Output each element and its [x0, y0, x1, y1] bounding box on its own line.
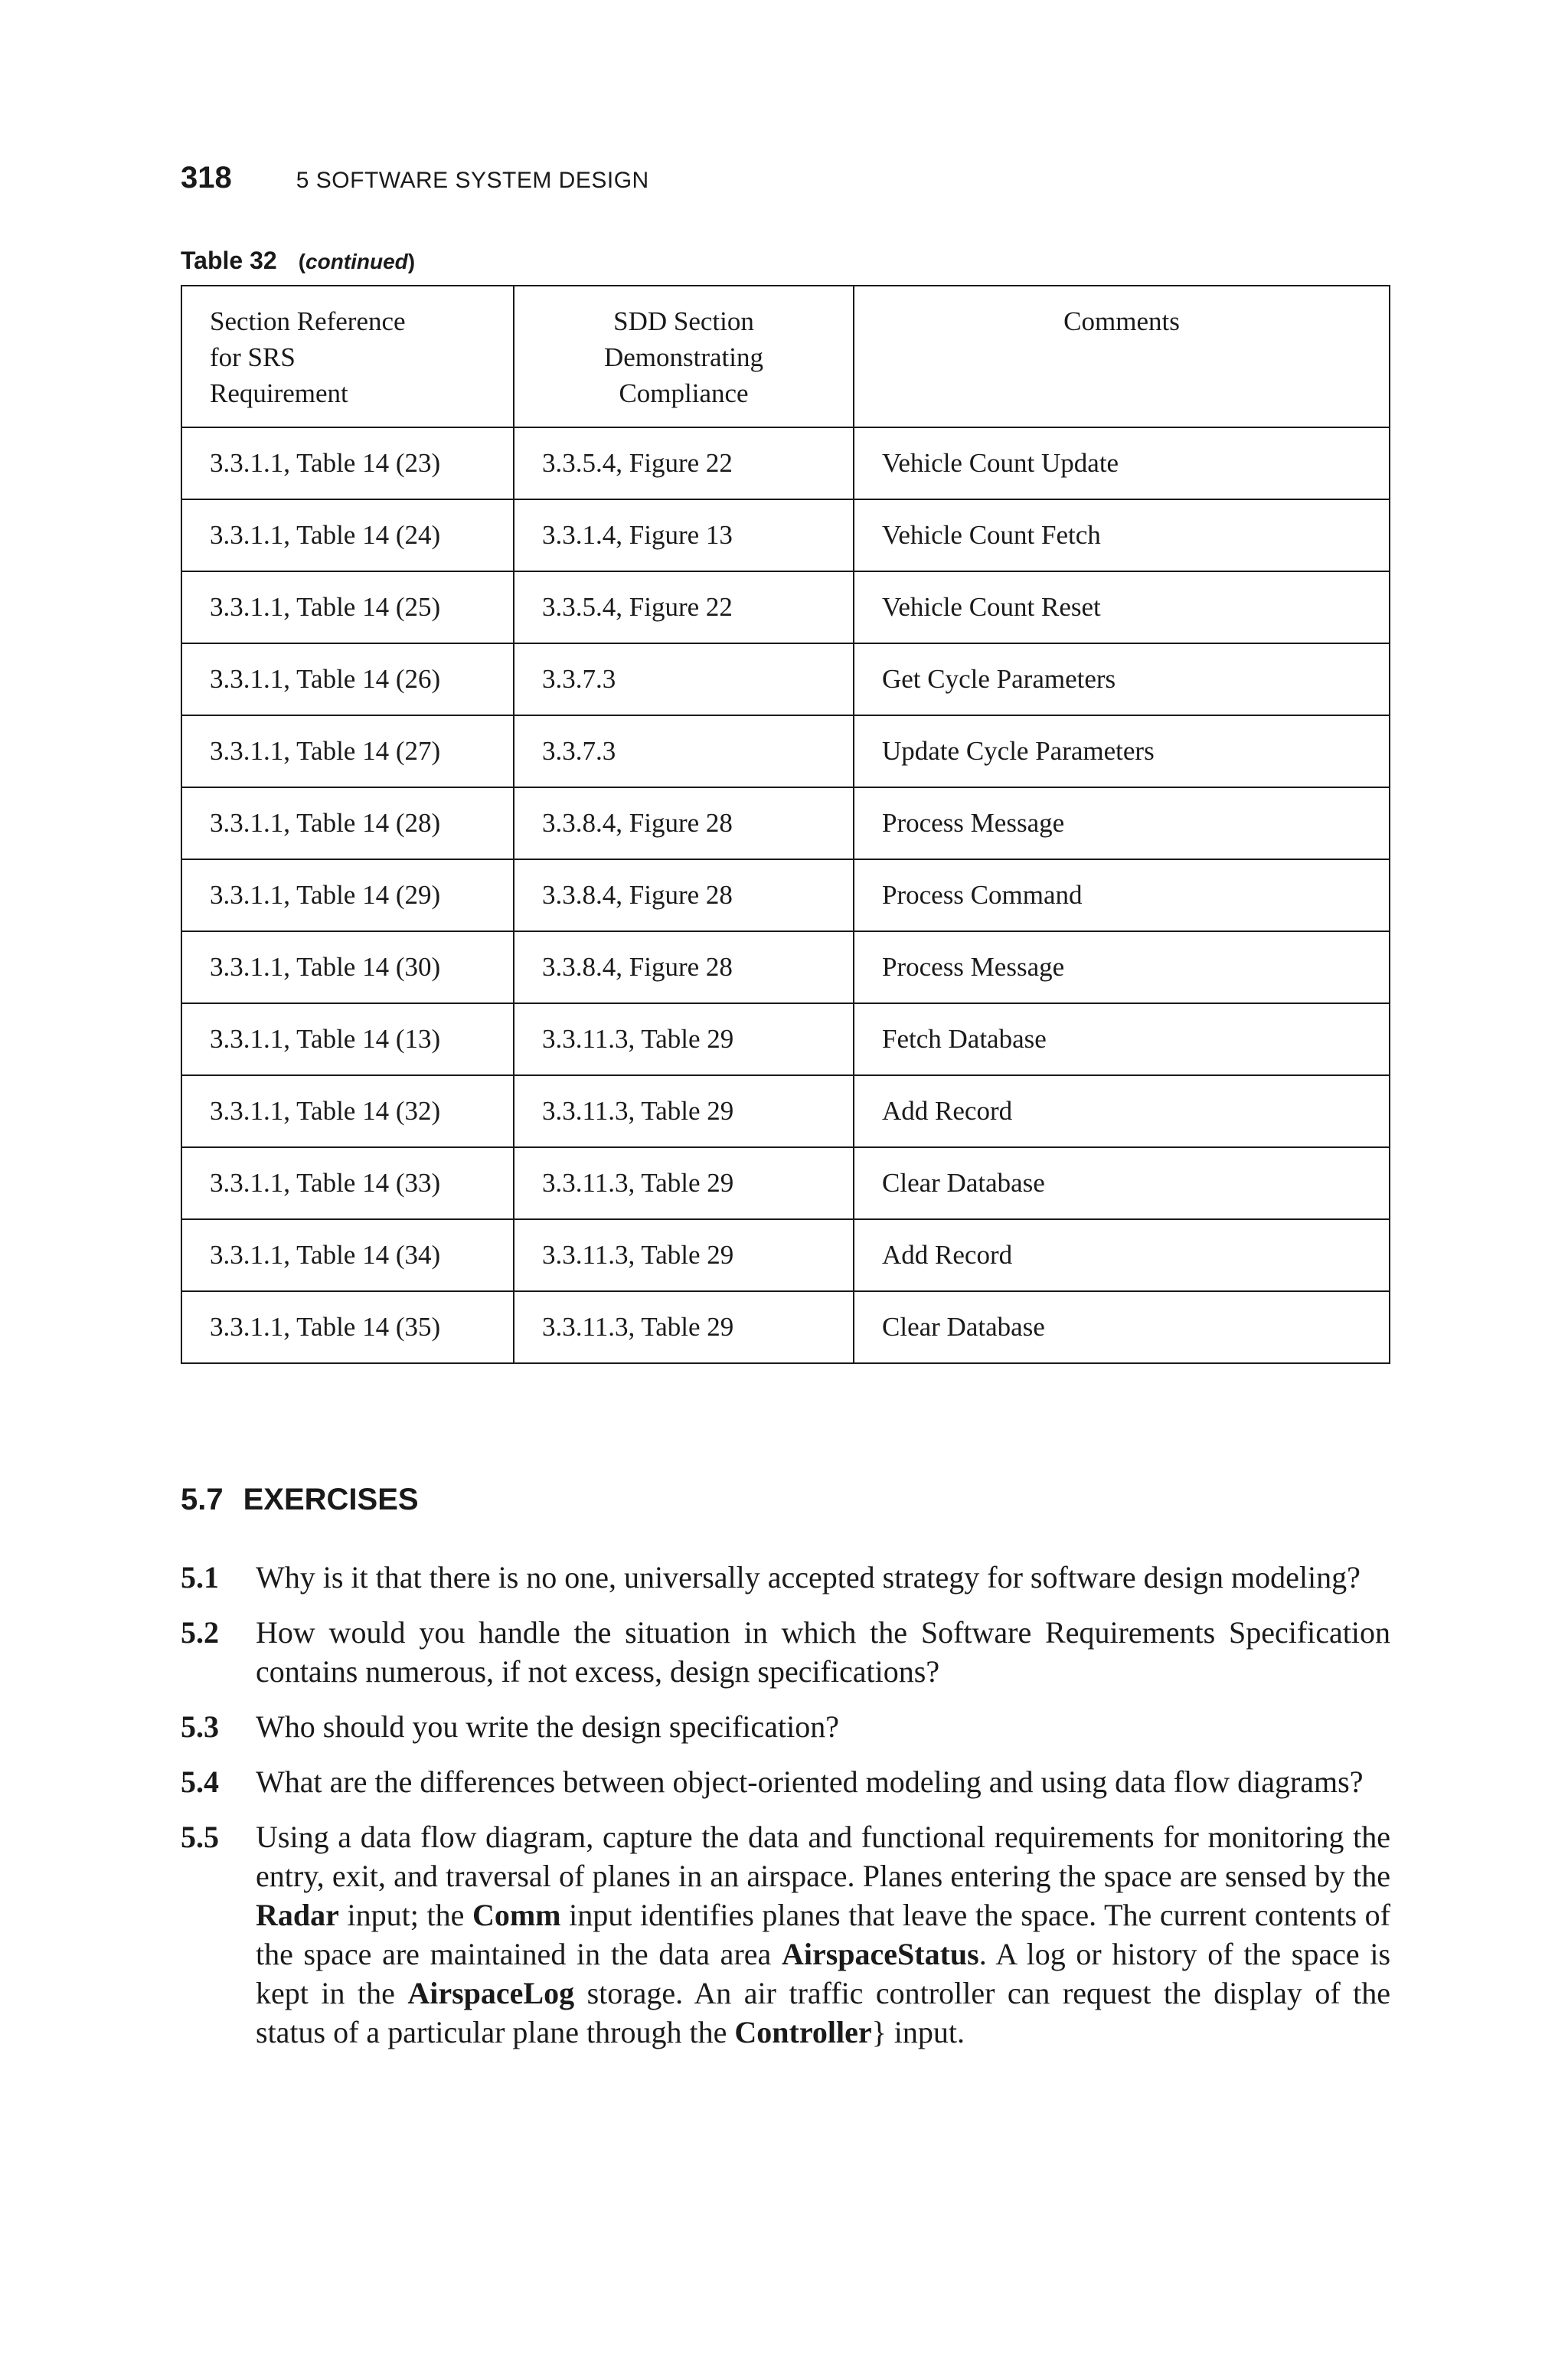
header-sdd-line: Demonstrating — [603, 342, 764, 372]
cell-comment: Process Message — [854, 787, 1390, 859]
exercise-text-run: . A log or history of the space is kept in the — [256, 1937, 1391, 2010]
table-row — [181, 643, 1390, 715]
exercise-item — [181, 1762, 1390, 1801]
exercise-bold-term: Comm — [472, 1898, 561, 1932]
table-row — [181, 787, 1390, 859]
cell-sdd-section: 3.3.7.3 — [514, 715, 854, 787]
cell-sdd-section: 3.3.7.3 — [514, 643, 854, 715]
cell-sdd-section: 3.3.11.3, Table 29 — [514, 1219, 854, 1291]
cell-comment: Fetch Database — [854, 1003, 1390, 1075]
cell-comment: Process Message — [854, 931, 1390, 1003]
traceability-table — [181, 285, 1390, 1364]
exercise-text-run: } input. — [871, 2015, 965, 2049]
exercise-bold-term: AirspaceLog — [407, 1976, 575, 2010]
cell-sdd-section: 3.3.8.4, Figure 28 — [514, 787, 854, 859]
header-ref-line: Section Reference — [210, 306, 406, 336]
table-row — [181, 1003, 1390, 1075]
header-sdd-section — [514, 286, 854, 427]
cell-comment: Vehicle Count Fetch — [854, 499, 1390, 571]
table-row — [181, 1075, 1390, 1147]
cell-comment: Vehicle Count Reset — [854, 571, 1390, 643]
exercise-number: 5.4 — [181, 1765, 219, 1799]
header-sdd-line: Compliance — [619, 378, 749, 408]
table-row — [181, 427, 1390, 499]
cell-comment: Get Cycle Parameters — [854, 643, 1390, 715]
table-row — [181, 571, 1390, 643]
exercise-bold-term: AirspaceStatus — [781, 1937, 979, 1971]
cell-section-reference: 3.3.1.1, Table 14 (28) — [181, 787, 514, 859]
cell-section-reference: 3.3.1.1, Table 14 (35) — [181, 1291, 514, 1363]
cell-comment: Update Cycle Parameters — [854, 715, 1390, 787]
exercise-text: Who should you write the design specification? — [256, 1709, 840, 1744]
cell-section-reference: 3.3.1.1, Table 14 (26) — [181, 643, 514, 715]
exercise-text-run: input identifies planes that leave the space. The current contents of the space are maintained in the data area — [256, 1898, 1390, 1971]
running-head — [181, 161, 649, 195]
cell-comment: Add Record — [854, 1219, 1390, 1291]
exercise-list — [181, 1558, 1390, 2068]
cell-sdd-section: 3.3.8.4, Figure 28 — [514, 859, 854, 931]
exercise-text: What are the differences between object-oriented modeling and using data flow diagrams? — [256, 1765, 1364, 1799]
header-ref-line: for SRS — [210, 342, 296, 372]
exercise-item — [181, 1558, 1390, 1597]
table-header-row — [181, 286, 1390, 427]
table-row — [181, 715, 1390, 787]
cell-section-reference: 3.3.1.1, Table 14 (25) — [181, 571, 514, 643]
exercise-text: Why is it that there is no one, universally accepted strategy for software design modeling? — [256, 1560, 1361, 1594]
cell-sdd-section: 3.3.11.3, Table 29 — [514, 1147, 854, 1219]
exercise-text-run: Using a data flow diagram, capture the data and functional requirements for monitoring the entry, exit, and traversal of planes in an airspace. Planes entering the space are sensed by the — [256, 1820, 1390, 1893]
table-row — [181, 499, 1390, 571]
table-row — [181, 1219, 1390, 1291]
table-row — [181, 931, 1390, 1003]
exercise-item — [181, 1817, 1390, 2052]
header-ref-line: Requirement — [210, 378, 348, 408]
table-label: Table 32 — [181, 247, 277, 274]
cell-sdd-section: 3.3.1.4, Figure 13 — [514, 499, 854, 571]
table-row — [181, 859, 1390, 931]
cell-comment: Process Command — [854, 859, 1390, 931]
exercise-text-run: storage. An air traffic controller can request the display of the status of a particular plane through the — [256, 1976, 1391, 2049]
exercise-text — [256, 1817, 1390, 2052]
cell-comment: Clear Database — [854, 1147, 1390, 1219]
section-title: EXERCISES — [243, 1483, 419, 1516]
exercise-number: 5.3 — [181, 1709, 219, 1744]
cell-sdd-section: 3.3.11.3, Table 29 — [514, 1075, 854, 1147]
chapter-title: 5 SOFTWARE SYSTEM DESIGN — [296, 168, 649, 193]
exercise-text: How would you handle the situation in which the Software Requirements Specification contains numerous, if not excess, design specifications? — [256, 1615, 1390, 1689]
exercise-item — [181, 1707, 1390, 1746]
cell-section-reference: 3.3.1.1, Table 14 (34) — [181, 1219, 514, 1291]
page-number: 318 — [181, 161, 232, 195]
exercise-bold-term: Radar — [256, 1898, 339, 1932]
header-sdd-line: SDD Section — [613, 306, 754, 336]
section-number: 5.7 — [181, 1483, 224, 1516]
cell-sdd-section: 3.3.11.3, Table 29 — [514, 1291, 854, 1363]
cell-section-reference: 3.3.1.1, Table 14 (23) — [181, 427, 514, 499]
cell-section-reference: 3.3.1.1, Table 14 (24) — [181, 499, 514, 571]
exercise-item — [181, 1613, 1390, 1691]
section-heading — [181, 1483, 419, 1517]
cell-section-reference: 3.3.1.1, Table 14 (13) — [181, 1003, 514, 1075]
continued-text: continued — [305, 250, 408, 273]
cell-sdd-section: 3.3.8.4, Figure 28 — [514, 931, 854, 1003]
table-caption — [181, 247, 415, 275]
cell-comment: Vehicle Count Update — [854, 427, 1390, 499]
exercise-number: 5.5 — [181, 1820, 219, 1854]
exercise-text-run: input; the — [338, 1898, 472, 1932]
cell-section-reference: 3.3.1.1, Table 14 (30) — [181, 931, 514, 1003]
cell-section-reference: 3.3.1.1, Table 14 (32) — [181, 1075, 514, 1147]
cell-sdd-section: 3.3.11.3, Table 29 — [514, 1003, 854, 1075]
exercise-number: 5.2 — [181, 1615, 219, 1650]
table-continued-note: (continued) — [298, 250, 416, 273]
cell-sdd-section: 3.3.5.4, Figure 22 — [514, 427, 854, 499]
exercise-bold-term: Controller — [734, 2015, 872, 2049]
table-row — [181, 1291, 1390, 1363]
cell-section-reference: 3.3.1.1, Table 14 (33) — [181, 1147, 514, 1219]
cell-section-reference: 3.3.1.1, Table 14 (29) — [181, 859, 514, 931]
cell-comment: Clear Database — [854, 1291, 1390, 1363]
cell-section-reference: 3.3.1.1, Table 14 (27) — [181, 715, 514, 787]
header-comments: Comments — [854, 286, 1390, 427]
table-row — [181, 1147, 1390, 1219]
exercise-number: 5.1 — [181, 1560, 219, 1594]
table-body — [181, 427, 1390, 1363]
cell-sdd-section: 3.3.5.4, Figure 22 — [514, 571, 854, 643]
cell-comment: Add Record — [854, 1075, 1390, 1147]
header-section-reference — [181, 286, 514, 427]
